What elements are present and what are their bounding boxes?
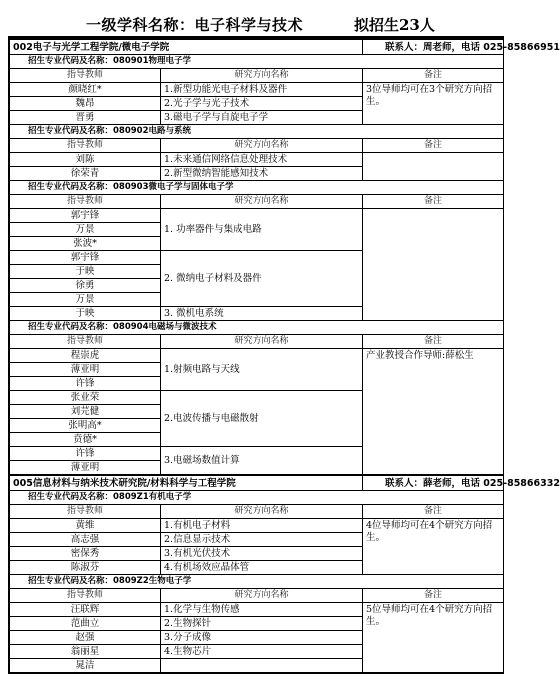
header-direction: 研究方向名称: [161, 505, 363, 519]
header-direction: 研究方向名称: [161, 335, 363, 349]
major-title-row: [10, 55, 504, 69]
direction-note: [363, 209, 504, 321]
research-direction: 2.光子学与光子技术: [161, 97, 363, 111]
advisor-name: 张波*: [10, 237, 161, 251]
enrollment-sheet: [8, 36, 560, 674]
major-title-row: [10, 125, 504, 139]
column-header-row: [10, 139, 504, 153]
institute-contact: 联系人：周老师，电话 025-85866951: [363, 39, 504, 55]
advisor-row: [10, 209, 504, 223]
research-direction: 3.有机光伏技术: [161, 547, 363, 561]
header-direction: 研究方向名称: [161, 195, 363, 209]
advisor-name: 郭宇锋: [10, 209, 161, 223]
direction-note: 4位导师均可在4个研究方向招生。: [363, 519, 504, 575]
header-direction: 研究方向名称: [161, 69, 363, 83]
advisor-name: 程崇虎: [10, 349, 161, 363]
header-advisor: 指导教师: [10, 195, 161, 209]
header-note: 备注: [363, 505, 504, 519]
discipline-title: 一级学科名称：电子科学与技术: [86, 16, 304, 34]
advisor-name: 黄维: [10, 519, 161, 533]
institute-name: 005信息材料与纳米技术研究院/材料科学与工程学院: [10, 475, 363, 491]
research-direction: 3. 微机电系统: [161, 307, 363, 321]
major-title: 招生专业代码及名称：080903微电子学与固体电子学: [10, 181, 504, 195]
advisor-name: 于映: [10, 265, 161, 279]
advisor-name: 万景: [10, 223, 161, 237]
research-direction: 4.有机场效应晶体管: [161, 561, 363, 575]
advisor-name: 翁丽星: [10, 645, 161, 659]
major-title-row: [10, 321, 504, 335]
major-title: 招生专业代码及名称：0809Z1有机电子学: [10, 491, 504, 505]
header-advisor: 指导教师: [10, 69, 161, 83]
direction-note: [363, 153, 504, 181]
research-direction: 2.新型微纳智能感知技术: [161, 167, 363, 181]
institute-row: [10, 39, 504, 55]
advisor-row: [10, 153, 504, 167]
advisor-name: 汪联辉: [10, 603, 161, 617]
advisor-row: [10, 83, 504, 97]
research-direction: 2.电波传播与电磁散射: [161, 391, 363, 447]
research-direction: 2. 微纳电子材料及器件: [161, 251, 363, 307]
page-title-bar: [0, 0, 510, 36]
advisor-name: 颜晓红*: [10, 83, 161, 97]
advisor-name: 于映: [10, 307, 161, 321]
advisor-name: 陈淑芬: [10, 561, 161, 575]
advisor-name: 晋勇: [10, 111, 161, 125]
advisor-name: 魏昂: [10, 97, 161, 111]
research-direction: 3.电磁场数值计算: [161, 447, 363, 476]
header-direction: 研究方向名称: [161, 589, 363, 603]
advisor-name: 刘陈: [10, 153, 161, 167]
research-direction: 1.新型功能光电子材料及器件: [161, 83, 363, 97]
advisor-name: 薄亚明: [10, 461, 161, 476]
advisor-name: 张业荣: [10, 391, 161, 405]
advisor-name: 刘芫健: [10, 405, 161, 419]
major-title: 招生专业代码及名称：080902电路与系统: [10, 125, 504, 139]
advisor-name: 贲德*: [10, 433, 161, 447]
major-title: 招生专业代码及名称：080904电磁场与微波技术: [10, 321, 504, 335]
advisor-name: 薄亚明: [10, 363, 161, 377]
header-note: 备注: [363, 139, 504, 153]
header-note: 备注: [363, 589, 504, 603]
research-direction: 1.化学与生物传感: [161, 603, 363, 617]
research-direction: 1.未来通信网络信息处理技术: [161, 153, 363, 167]
direction-note: 产业教授合作导师:薛松生: [363, 349, 504, 476]
advisor-name: 万景: [10, 293, 161, 307]
advisor-name: 晁洁: [10, 659, 161, 673]
column-header-row: [10, 505, 504, 519]
header-note: 备注: [363, 69, 504, 83]
advisor-name: 郭宇锋: [10, 251, 161, 265]
major-title: 招生专业代码及名称：0809Z2生物电子学: [10, 575, 504, 589]
major-title: 招生专业代码及名称：080901物理电子学: [10, 55, 504, 69]
advisor-name: 密保秀: [10, 547, 161, 561]
header-advisor: 指导教师: [10, 505, 161, 519]
column-header-row: [10, 195, 504, 209]
major-title-row: [10, 575, 504, 589]
research-direction: 4.生物芯片: [161, 645, 363, 659]
advisor-name: 范曲立: [10, 617, 161, 631]
advisor-name: 高志强: [10, 533, 161, 547]
column-header-row: [10, 69, 504, 83]
research-direction: 3.磁电子学与自旋电子学: [161, 111, 363, 125]
institute-row: [10, 475, 504, 491]
major-title-row: [10, 491, 504, 505]
header-advisor: 指导教师: [10, 139, 161, 153]
research-direction: 1.射频电路与天线: [161, 349, 363, 391]
direction-note: 3位导师均可在3个研究方向招生。: [363, 83, 504, 125]
column-header-row: [10, 335, 504, 349]
advisor-name: 许锋: [10, 447, 161, 461]
advisor-name: 许锋: [10, 377, 161, 391]
header-advisor: 指导教师: [10, 589, 161, 603]
advisor-name: 赵强: [10, 631, 161, 645]
institute-contact: 联系人：薛老师，电话 025-85866332: [363, 475, 504, 491]
research-direction: 1.有机电子材料: [161, 519, 363, 533]
column-header-row: [10, 589, 504, 603]
advisor-row: [10, 603, 504, 617]
enrollment-table: [9, 38, 560, 673]
advisor-row: [10, 349, 504, 363]
advisor-name: 徐勇: [10, 279, 161, 293]
research-direction: 1. 功率器件与集成电路: [161, 209, 363, 251]
direction-note: 5位导师均可在4个研究方向招生。: [363, 603, 504, 673]
advisor-row: [10, 519, 504, 533]
research-direction: 3.分子成像: [161, 631, 363, 645]
header-note: 备注: [363, 335, 504, 349]
advisor-name: 徐荣青: [10, 167, 161, 181]
research-direction: 2.信息显示技术: [161, 533, 363, 547]
institute-name: 002电子与光学工程学院/微电子学院: [10, 39, 363, 55]
enrollment-count: 拟招生23人: [354, 16, 435, 34]
header-direction: 研究方向名称: [161, 139, 363, 153]
header-note: 备注: [363, 195, 504, 209]
research-direction: [161, 659, 363, 673]
research-direction: 2.生物探针: [161, 617, 363, 631]
major-title-row: [10, 181, 504, 195]
header-advisor: 指导教师: [10, 335, 161, 349]
advisor-name: 张明高*: [10, 419, 161, 433]
